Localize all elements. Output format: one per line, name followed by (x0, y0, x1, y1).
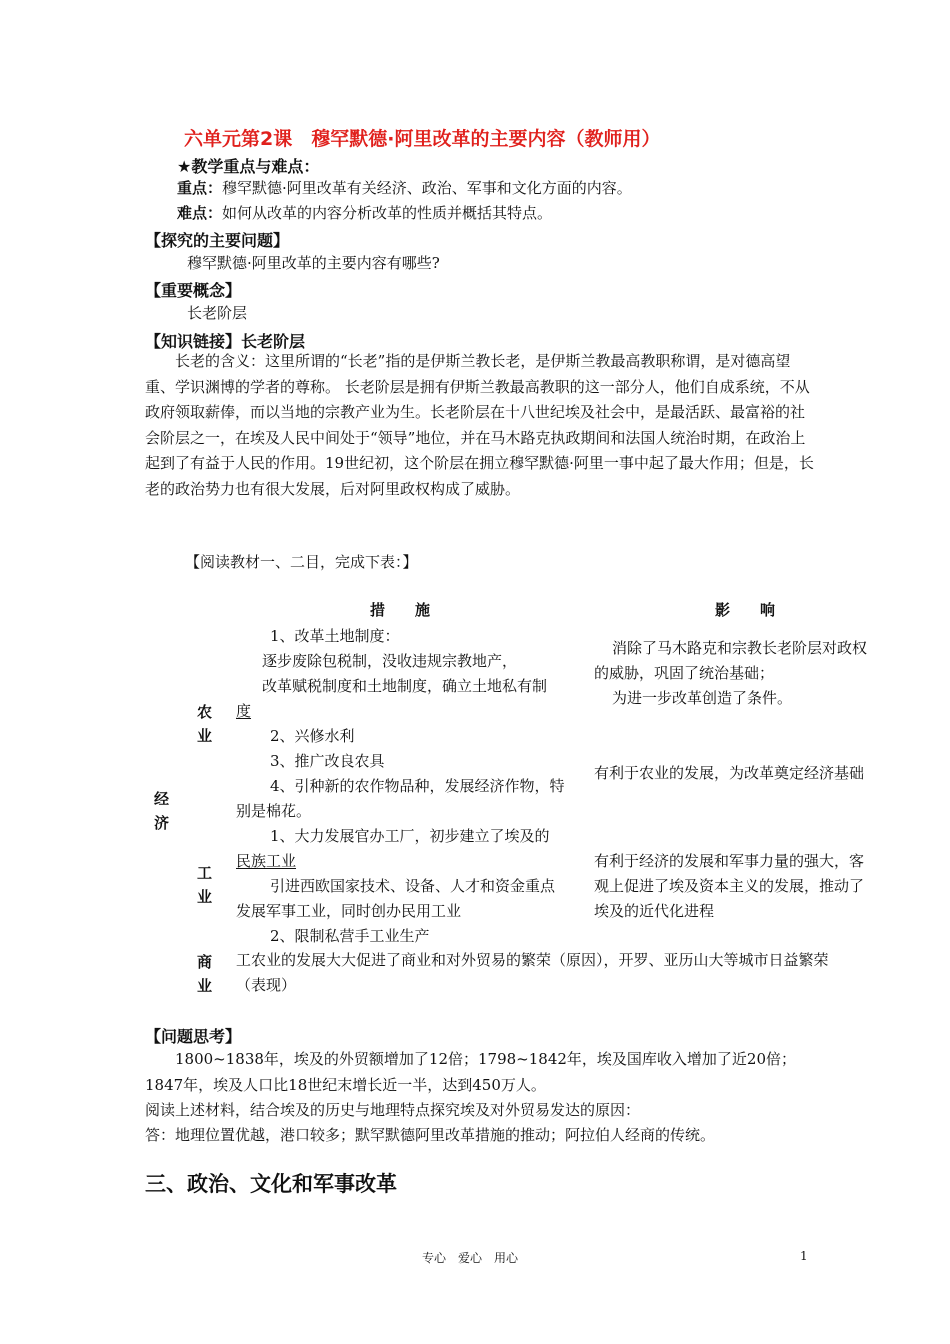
page-number: 1 (800, 1249, 808, 1263)
ind-effect-1b: 观上促进了埃及资本主义的发展，推动了 (594, 877, 865, 895)
commerce-text-a: 工农业的发展大大促进了商业和对外贸易的繁荣（原因），开罗、亚历山大等城市日益繁荣 (236, 951, 829, 969)
question-text: 穆罕默德·阿里改革的主要内容有哪些? (187, 254, 440, 272)
industry-label: 工业 (197, 864, 213, 906)
key-point (177, 178, 632, 198)
think-line-1: 1800~1838年，埃及的外贸额增加了12倍；1798~1842年，埃及国库收入增加了近20倍； (175, 1050, 797, 1068)
key-point-label: 重点： (177, 179, 223, 197)
agri-measure-4a: 4、引种新的农作物品种，发展经济作物，特 (270, 777, 565, 795)
agri-effect-1c: 为进一步改革创造了条件。 (612, 689, 793, 707)
ind-measure-1a: 1、大力发展官办工厂，初步建立了埃及的 (270, 827, 550, 845)
think-line-3: 阅读上述材料，结合埃及的历史与地理特点探究埃及对外贸易发达的原因： (145, 1101, 641, 1119)
reading-instruction: 【阅读教材一、二目，完成下表：】 (185, 553, 418, 571)
effects-header: 影 响 (715, 601, 776, 619)
agri-measure-1: 1、改革土地制度： (270, 627, 400, 645)
agri-measure-3: 3、推广改良农具 (270, 752, 385, 770)
think-answer: 答：地理位置优越，港口较多；默罕默德阿里改革措施的推动；阿拉伯人经商的传统。 (145, 1126, 716, 1144)
focus-heading: ★教学重点与难点： (177, 157, 320, 176)
agri-measure-4b: 别是棉花。 (236, 802, 312, 820)
agri-measure-1c: 度 (236, 702, 252, 720)
think-heading: 【问题思考】 (145, 1027, 242, 1046)
question-heading: 【探究的主要问题】 (145, 231, 290, 250)
commerce-text-b: （表现） (236, 976, 297, 994)
difficult-point (177, 203, 552, 223)
key-point-text: 穆罕默德·阿里改革有关经济、政治、军事和文化方面的内容。 (222, 179, 632, 197)
agri-measure-2: 2、兴修水利 (270, 727, 355, 745)
agri-measure-1a: 逐步废除包税制，没收违规宗教地产， (262, 652, 518, 670)
ind-measure-1c: 引进西欧国家技术、设备、人才和资金重点 (270, 877, 556, 895)
agri-measure-1b: 改革赋税制度和土地制度，确立土地私有制 (262, 677, 548, 695)
ind-measure-1b: 民族工业 (236, 852, 297, 870)
measures-header: 措 施 (370, 601, 431, 619)
section-3-heading: 三、政治、文化和军事改革 (145, 1172, 397, 1196)
commerce-label: 商业 (197, 953, 213, 995)
difficult-point-label: 难点： (177, 204, 223, 222)
footer-motto: 专心 爱心 用心 (422, 1251, 519, 1265)
concept-heading: 【重要概念】 (145, 281, 242, 300)
link-heading: 【知识链接】长老阶层 (145, 332, 306, 351)
link-paragraph: 长老的含义：这里所谓的“长老”指的是伊斯兰教长老，是伊斯兰教最高教职称谓，是对德高望重、学识渊博的学者的尊称。 长老阶层是拥有伊斯兰教最高教职的这一部分人，他们自成系统，不从政府领取薪俸，而以当地的宗教产业为生。长老阶层在十八世纪埃及社会中，是最活跃、最富裕的社会阶层之一，在埃及人民中间处于“领导”地位，并在马木路克执政期间和法国人统治时期，在政治上起到了有益于人民的作用。19世纪初，这个阶层在拥立穆罕默德·阿里一事中起了最大作用；但是，长老的政治势力也有很大发展，后对阿里政权构成了威胁。 (145, 352, 814, 498)
agri-effect-2: 有利于农业的发展，为改革奠定经济基础 (594, 764, 865, 782)
agri-effect-1b: 的威胁，巩固了统治基础； (594, 664, 775, 682)
document-title: 六单元第2课 穆罕默德·阿里改革的主要内容（教师用） (184, 128, 661, 150)
ind-measure-1d: 发展军事工业，同时创办民用工业 (236, 902, 462, 920)
ind-effect-1c: 埃及的近代化进程 (594, 902, 715, 920)
economy-label: 经济 (154, 790, 170, 832)
think-line-2: 1847年，埃及人口比18世纪末增长近一半，达到450万人。 (145, 1076, 546, 1094)
ind-measure-2: 2、限制私营手工业生产 (270, 927, 430, 945)
difficult-point-text: 如何从改革的内容分析改革的性质并概括其特点。 (222, 204, 553, 222)
agri-effect-1a: 消除了马木路克和宗教长老阶层对政权 (612, 639, 868, 657)
agriculture-label: 农业 (197, 703, 213, 745)
concept-text: 长老阶层 (187, 304, 248, 322)
ind-effect-1a: 有利于经济的发展和军事力量的强大，客 (594, 852, 865, 870)
